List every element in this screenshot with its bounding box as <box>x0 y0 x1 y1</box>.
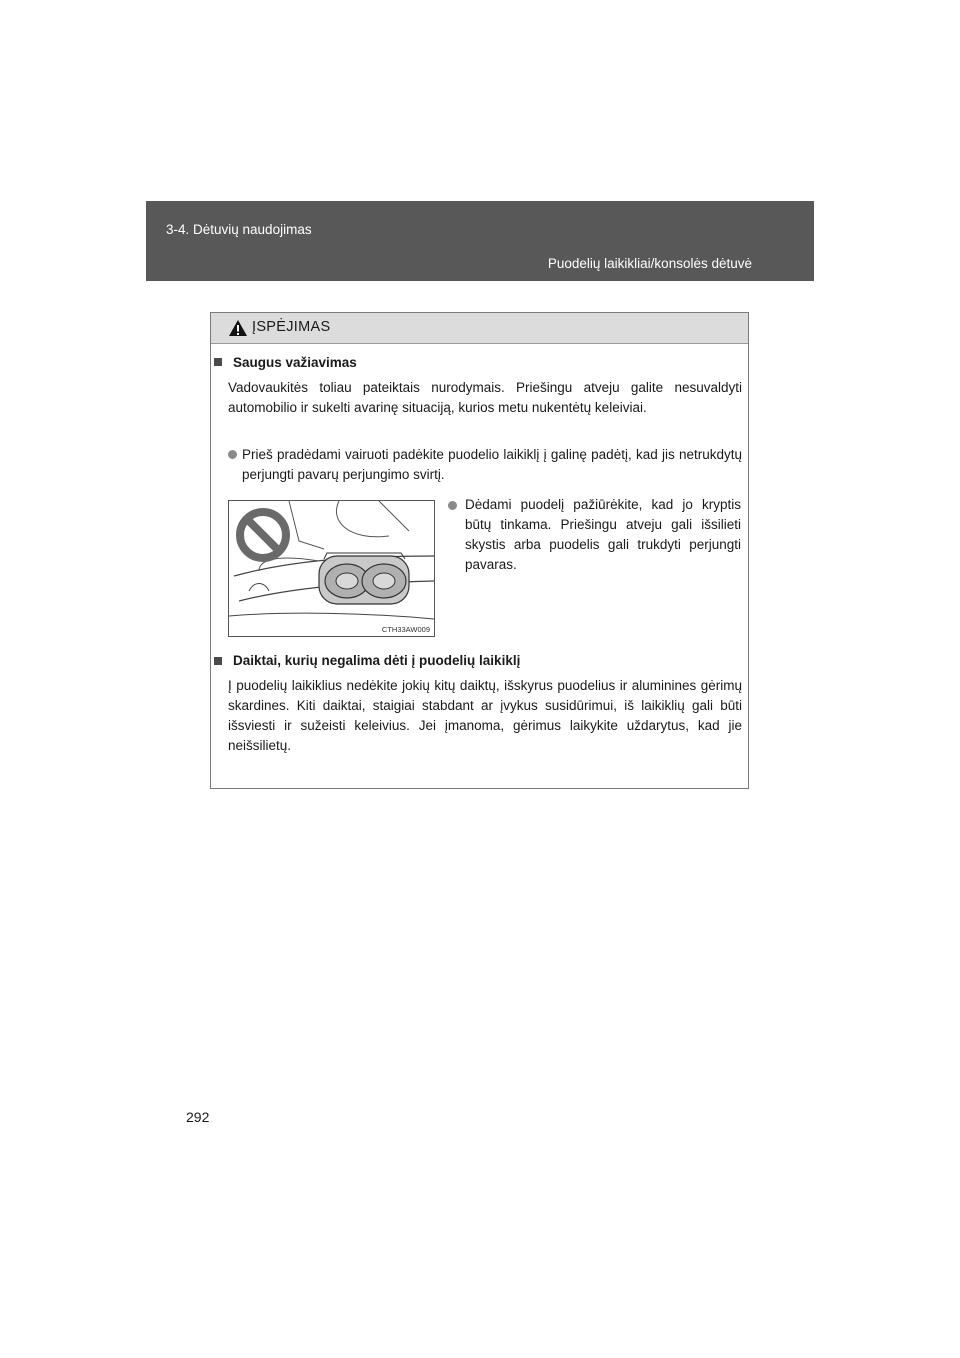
warning-header <box>211 313 748 344</box>
page-header <box>146 201 814 281</box>
safe-driving-paragraph: Vadovaukitės toliau pateiktais nurodymais. Priešingu atveju galite nesuvaldyti automobilio ir sukelti avarinę situaciją, kurios metu nukentėtų keleiviai. <box>228 380 742 415</box>
page-number: 292 <box>186 1109 210 1125</box>
prohibition-icon <box>235 507 291 563</box>
section-heading-forbidden-items: Daiktai, kurių negalima dėti į puodelių laikiklį <box>233 653 521 668</box>
warning-title: ĮSPĖJIMAS <box>252 319 331 335</box>
bullet-cup-orientation: Dėdami puodelį pažiūrėkite, kad jo kryptis būtų tinkama. Priešingu atveju gali išsilieti skystis arba puodelis gali trukdyti perjungti pavaras. <box>465 497 741 572</box>
cup-holder-illustration <box>228 500 435 637</box>
bullet-dot <box>448 501 457 510</box>
section-title: 3-4. Dėtuvių naudojimas <box>166 222 312 237</box>
section-heading-safe-driving: Saugus važiavimas <box>233 355 357 370</box>
warning-triangle-icon <box>228 319 248 337</box>
forbidden-items-paragraph: Į puodelių laikiklius nedėkite jokių kitų daiktų, išskyrus puodelius ir aluminines gėrimų skardines. Kiti daiktai, staigiai stabdant ar įvykus susidūrimui, iš laikiklių gali būti išsviesti ir sužeisti keleivius. Jei įmanoma, gėrimus laikykite uždarytus, kad jie neišsilietų. <box>228 678 742 753</box>
figure-code: CTH33AW009 <box>381 625 430 634</box>
bullet-dot <box>228 450 237 459</box>
page-subtitle: Puodelių laikikliai/konsolės dėtuvė <box>547 256 752 271</box>
section-marker <box>214 358 222 366</box>
warning-box <box>210 312 749 789</box>
bullet-cup-holder-position: Prieš pradėdami vairuoti padėkite puodelio laikiklį į galinę padėtį, kad jis netrukdytų perjungti pavarų perjungimo svirtį. <box>242 447 742 482</box>
section-marker <box>214 657 222 665</box>
